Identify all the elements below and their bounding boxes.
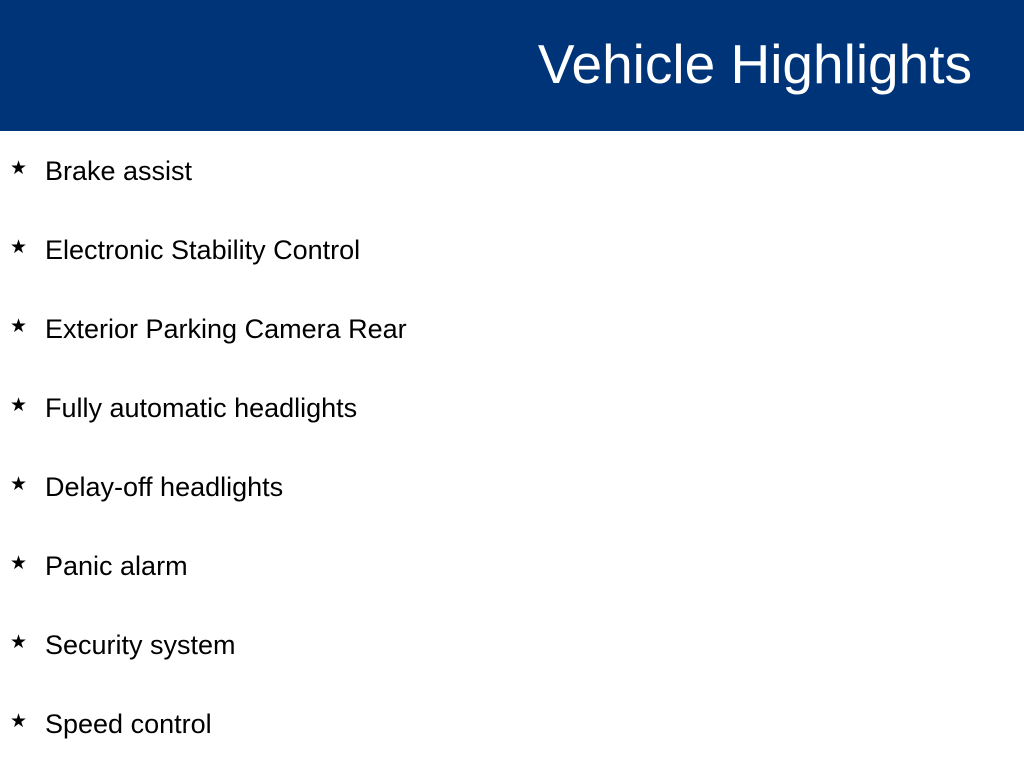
list-item-label: Delay-off headlights [45, 472, 284, 502]
star-icon: ★ [10, 631, 28, 653]
list-item [0, 704, 700, 783]
list-item [0, 151, 700, 230]
list-item [0, 546, 700, 625]
highlights-list [0, 151, 700, 783]
list-item [0, 230, 700, 309]
list-item-label: Fully automatic headlights [45, 393, 358, 423]
list-item-label: Electronic Stability Control [45, 235, 361, 265]
star-icon: ★ [10, 473, 28, 495]
star-icon: ★ [10, 710, 28, 732]
list-item-label: Exterior Parking Camera Rear [45, 314, 407, 344]
list-item [0, 388, 700, 467]
star-icon: ★ [10, 315, 28, 337]
page-title: Vehicle Highlights [537, 33, 972, 95]
list-item-label: Speed control [45, 709, 212, 739]
list-item [0, 467, 700, 546]
list-item [0, 625, 700, 704]
list-item-label: Security system [45, 630, 236, 660]
star-icon: ★ [10, 157, 28, 179]
list-item-label: Brake assist [45, 156, 193, 186]
list-item [0, 309, 700, 388]
list-item-label: Panic alarm [45, 551, 188, 581]
star-icon: ★ [10, 394, 28, 416]
title-banner [0, 0, 1024, 131]
star-icon: ★ [10, 236, 28, 258]
star-icon: ★ [10, 552, 28, 574]
